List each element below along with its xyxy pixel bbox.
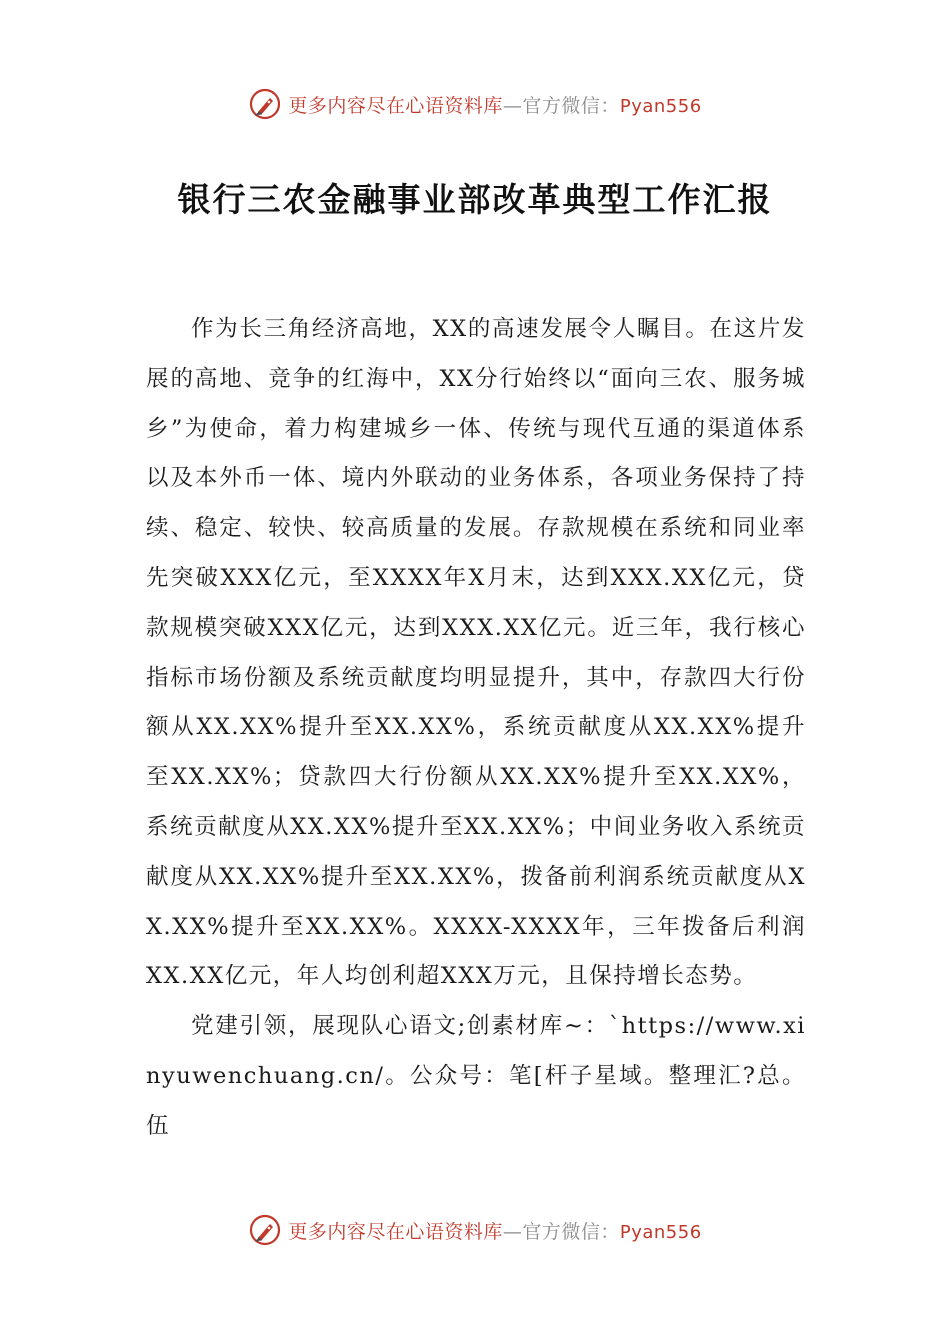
watermark-site-name: 更多内容尽在心语资料库 xyxy=(288,94,503,117)
watermark-official-label: 官方微信： xyxy=(522,94,620,117)
body-paragraph-1: 作为长三角经济高地，XX的高速发展令人瞩目。在这片发展的高地、竞争的红海中，XX分行始终以“面向三农、服务城乡”为使命，着力构建城乡一体、传统与现代互通的渠道体系以及本外币一体、境内外联动的业务体系，各项业务保持了持续、稳定、较快、较高质量的发展。存款规模在系统和同业率先突破XXX亿元，至XXXX年X月末，达到XXX.XX亿元，贷款规模突破XXX亿元，达到XXX.XX亿元。近三年，我行核心指标市场份额及系统贡献度均明显提升，其中，存款四大行份额从XX.XX%提升至XX.XX%，系统贡献度从XX.XX%提升至XX.XX%；贷款四大行份额从XX.XX%提升至XX.XX%，系统贡献度从XX.XX%提升至XX.XX%；中间业务收入系统贡献度从XX.XX%提升至XX.XX%，拨备前利润系统贡献度从XX.XX%提升至XX.XX%。XXXX-XXXX年，三年拨备后利润XX.XX亿元，年人均创利超XXX万元，且保持增长态势。 xyxy=(146,316,806,990)
watermark-dash: — xyxy=(502,94,523,117)
body-paragraph-2: 党建引领，展现队心语文;创素材库~：`https://www.xinyuwenchuang.cn/。公众号：笔[杆子星域。整理汇?总。伍 xyxy=(146,1013,806,1139)
watermark-wechat-id: Pyan556 xyxy=(619,1221,702,1243)
document-title: 银行三农金融事业部改革典型工作汇报 xyxy=(177,180,773,219)
document-body xyxy=(146,305,806,1152)
watermark-content xyxy=(248,87,701,121)
watermark-content xyxy=(248,1213,701,1247)
pen-nib-circle-icon xyxy=(248,1213,282,1247)
watermark-text xyxy=(288,1217,701,1244)
watermark-text xyxy=(288,91,701,118)
watermark-official-label: 官方微信： xyxy=(522,1220,620,1243)
watermark-site-name: 更多内容尽在心语资料库 xyxy=(288,1220,503,1243)
pen-nib-circle-icon xyxy=(248,87,282,121)
header-watermark xyxy=(0,84,950,124)
watermark-wechat-id: Pyan556 xyxy=(619,95,702,117)
watermark-dash: — xyxy=(502,1220,523,1243)
footer-watermark xyxy=(0,1210,950,1250)
